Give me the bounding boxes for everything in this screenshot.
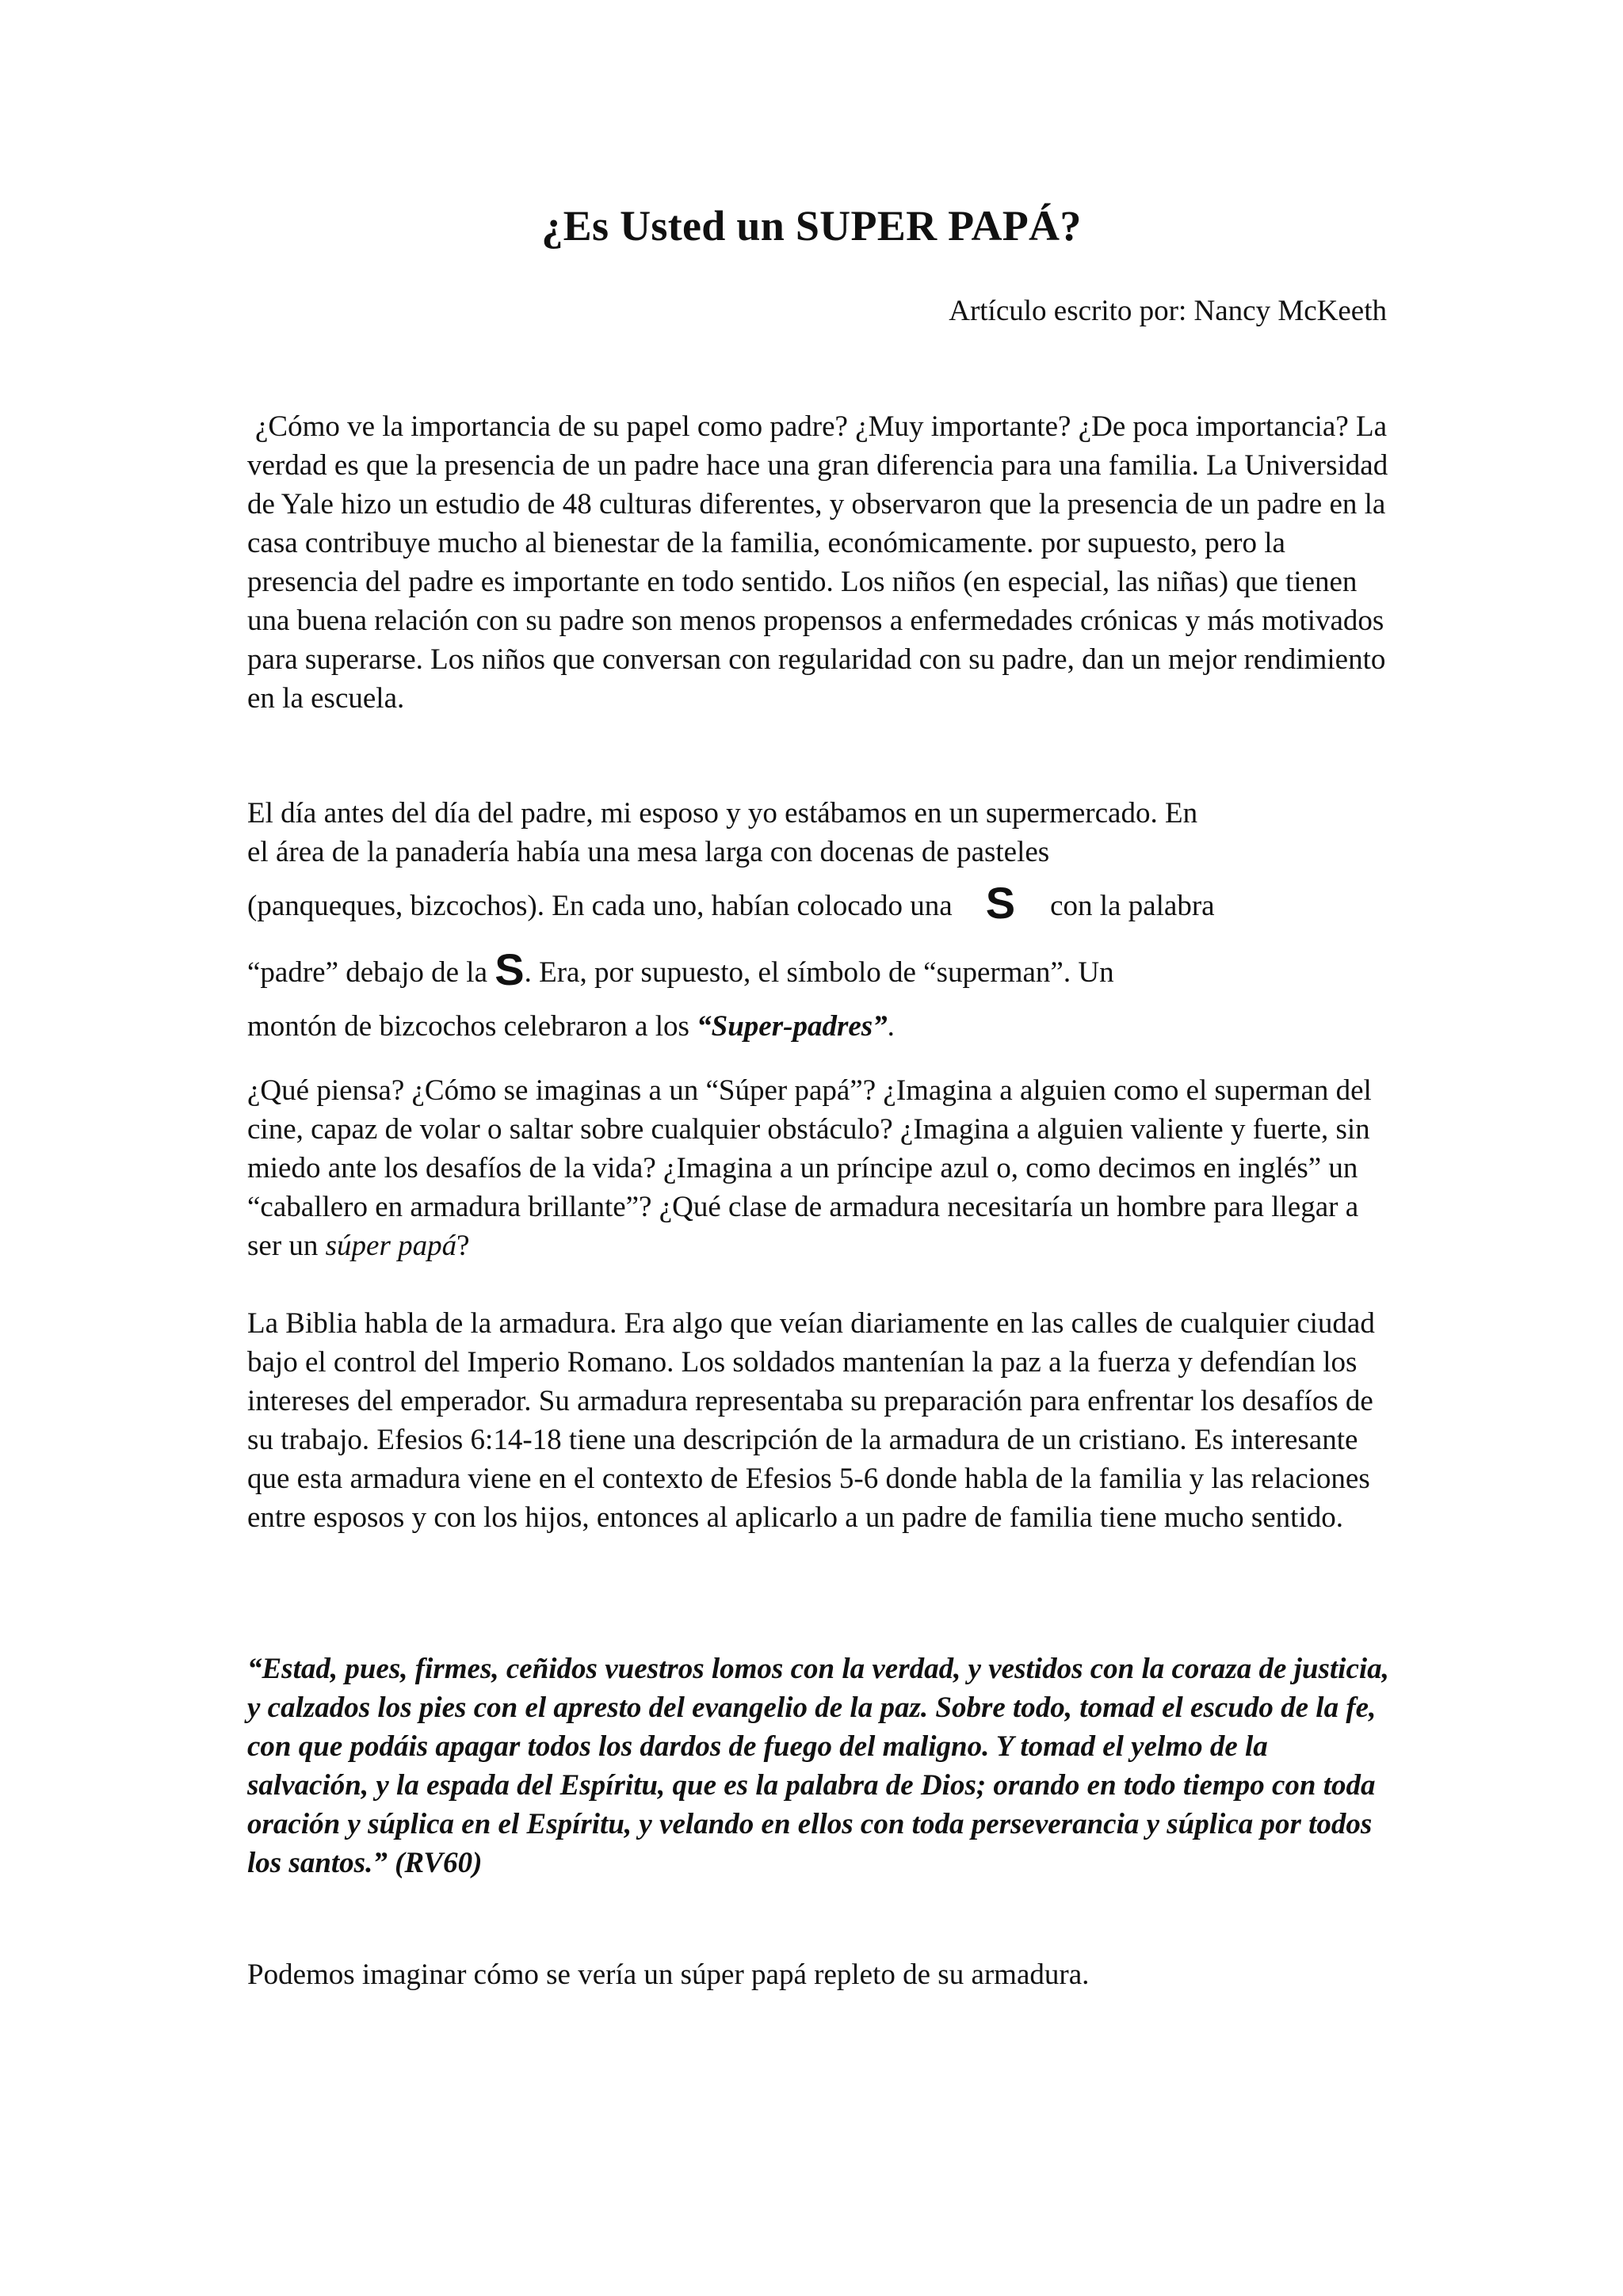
paragraph-line xyxy=(247,938,1392,1005)
super-padres-emphasis: “Super-padres” xyxy=(697,1010,888,1043)
bible-quote: “Estad, pues, firmes, ceñidos vuestros lomos con la verdad, y vestidos con la coraza de justicia, y calzados los pies con el apresto del evangelio de la paz. Sobre todo, tomad el escudo de la fe, con que podáis apagar todos los dardos de fuego del maligno. Y tomad el yelmo de la salvación, y la espada del Espíritu, que es la palabra de Dios; orando en todo tiempo con toda oración y súplica en el Espíritu, y velando en ellos con toda perseverancia y súplica por todos los santos.” (RV60) xyxy=(247,1653,1389,1879)
author-byline: Artículo escrito por: Nancy McKeeth xyxy=(949,295,1387,327)
paragraph-closing: Podemos imaginar cómo se vería un súper papá repleto de su armadura. xyxy=(247,1958,1090,1991)
line-text: (panqueques, bizcochos). En cada uno, habían colocado una xyxy=(247,890,953,922)
line-text: . Era, por supuesto, el símbolo de “superman”. Un xyxy=(524,956,1114,989)
paragraph-questions-text: ¿Qué piensa? ¿Cómo se imaginas a un “Súper papá”? ¿Imagina a alguien como el superman del cine, capaz de volar o saltar sobre cualquier obstáculo? ¿Imagina a alguien valiente y fuerte, sin miedo ante los desafíos de la vida? ¿Imagina a un príncipe azul o, como decimos en inglés” un “caballero en armadura brillante”? ¿Qué clase de armadura necesitaría un hombre para llegar a ser un xyxy=(247,1074,1372,1262)
paragraph-intro-text: ¿Cómo ve la importancia de su papel como padre? ¿Muy importante? ¿De poca importancia? La verdad es que la presencia de un padre hace una gran diferencia para una familia. La Universidad de Yale hizo un estudio de 48 culturas diferentes, y observaron que la presencia de un padre en la casa contribuye mucho al bienestar de la familia, económicamente. por supuesto, pero la presencia del padre es importante en todo sentido. Los niños (en especial, las niñas) que tienen una buena relación con su padre son menos propensos a enfermedades crónicas y más motivados para superarse. Los niños que conversan con regularidad con su padre, dan un mejor rendimiento en la escuela. xyxy=(247,410,1388,715)
superman-s-symbol: S xyxy=(495,944,525,994)
paragraph-line xyxy=(247,1005,1392,1049)
paragraph-line: El día antes del día del padre, mi esposo y yo estábamos en un supermercado. En xyxy=(247,797,1198,830)
paragraph-supermarket xyxy=(247,794,1392,1049)
paragraph-intro xyxy=(247,407,1392,718)
paragraph-questions xyxy=(247,1071,1392,1265)
line-text: “padre” debajo de la xyxy=(247,956,488,989)
line-text: con la palabra xyxy=(1050,890,1215,922)
super-papa-emphasis: súper papá xyxy=(325,1230,457,1262)
paragraph-line xyxy=(247,871,1392,938)
line-text: montón de bizcochos celebraron a los xyxy=(247,1010,697,1043)
paragraph-armor: La Biblia habla de la armadura. Era algo que veían diariamente en las calles de cualquier ciudad bajo el control del Imperio Romano. Los soldados mantenían la paz a la fuerza y defendían los intereses del emperador. Su armadura representaba su preparación para enfrentar los desafíos de su trabajo. Efesios 6:14-18 tiene una descripción de la armadura de un cristiano. Es interesante que esta armadura viene en el contexto de Efesios 5-6 donde habla de la familia y las relaciones entre esposos y con los hijos, entonces al aplicarlo a un padre de familia tiene mucho sentido. xyxy=(247,1307,1375,1534)
paragraph-questions-end: ? xyxy=(456,1230,470,1262)
superman-s-symbol: S xyxy=(985,878,1016,928)
page-title: ¿Es Usted un SUPER PAPÁ? xyxy=(541,202,1082,250)
line-text: . xyxy=(887,1010,895,1043)
paragraph-line: el área de la panadería había una mesa larga con docenas de pasteles xyxy=(247,836,1050,868)
